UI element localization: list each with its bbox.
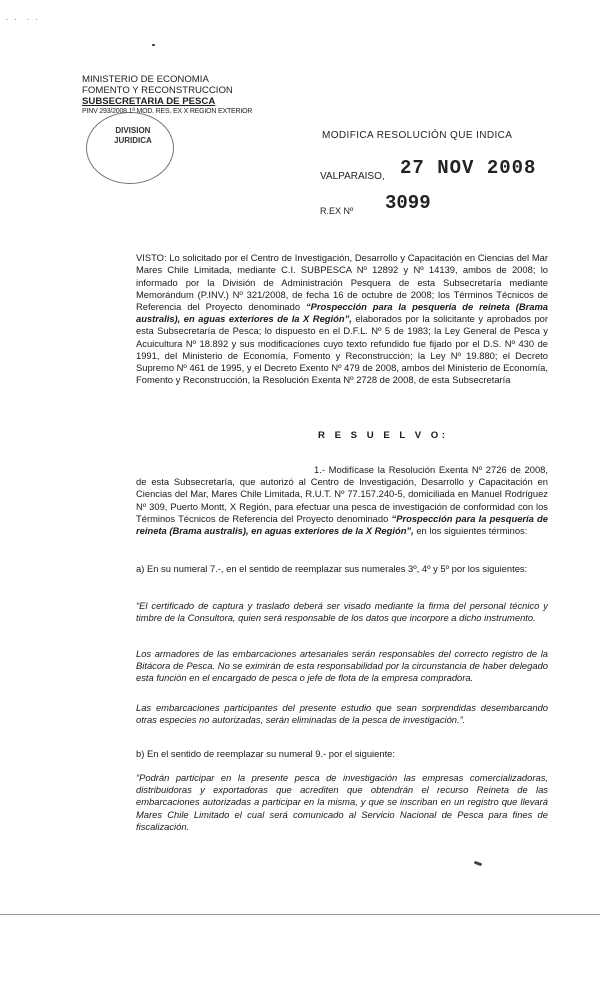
clause-a-quote-2: Los armadores de las embarcaciones artesanales serán responsables del correcto registro de la Bitácora de Pesca. No se eximirán de esta responsabilidad por la circunstancia de haber delegado esta función en el encargado de pesca o jefe de flota de la empresa compradora. — [136, 648, 548, 684]
fomento-line: FOMENTO Y RECONSTRUCCION — [82, 85, 233, 96]
item1-text-b: en los siguientes términos: — [416, 525, 528, 537]
place-label: VALPARAISO, — [320, 171, 385, 182]
item1-text-a: 1.- Modifícase la Resolución Exenta Nº 2726 de 2008, de esta Subsecretaría, que autorizó al Centro de Investigación, Desarrollo y Capacitación en Ciencias del Mar, Mares Chile Limitada, R.U.T. Nº 77.157.240-5, domiciliada en Manuel Rodríguez Nº 309, Puerto Montt, X Región, para efectuar una pesca de investigación de conformidad con los Términos Técnicos de Referencia del Proyecto denominado — [136, 464, 548, 524]
margin-scan-mark: . . . . — [6, 13, 40, 22]
visto-paragraph — [136, 240, 548, 386]
visto-project-title: “Prospección para la pesquería de reineta (Brama australis), en aguas exteriores de la X Región”, — [136, 301, 549, 325]
visto-label: VISTO: — [136, 252, 167, 264]
resolution-item-1 — [136, 464, 548, 537]
date-stamp: 27 NOV 2008 — [400, 157, 537, 179]
clause-b-intro: b) En el sentido de reemplazar su numeral 9.- por el siguiente: — [136, 748, 395, 759]
ministry-name: MINISTERIO DE ECONOMIA — [82, 74, 209, 85]
stamp-division: DIVISION — [115, 126, 151, 135]
visto-text-b: elaborados por la solicitante y aprobados por esta Subsecretaría de Pesca; lo dispuesto en el D.F.L. Nº 5 de 1983; la Ley General de Pesca y Acuicultura Nº 18.892 y sus modificaciones cuyo texto refundido fue fijado por el D.S. Nº 430 de 1991, del Ministerio de Economía, Fomento y Reconstrucción; la Ley Nº 19.880; el Decreto Supremo Nº 461 de 1995, y el Decreto Exento Nº 479 de 2008, ambos del Ministerio de Economía, Fomento y Reconstrucción, la Resolución Exenta Nº 2728 de 2008, de esta Subsecretaría — [136, 313, 549, 386]
clause-a-quote-3: Las embarcaciones participantes del presente estudio que sean sorprendidas desembarcando otras especies no autorizadas, serán eliminadas de la pesca de investigación.”. — [136, 702, 548, 726]
scan-smudge — [474, 861, 483, 867]
subsecretaria-name: SUBSECRETARIA DE PESCA — [82, 96, 216, 107]
letterhead — [82, 74, 282, 116]
clause-b-quote-1: “Podrán participar en la presente pesca de investigación las empresas comercializadoras, distribuidoras y exportadoras que acrediten que obtendrán el recurso Reineta de las embarcaciones autorizadas a participar en la misma, y que se inscriban en un registro que llevará Mares Chile Limitado el cual será comunicado al Servicio Nacional de Pesca para fines de fiscalización. — [136, 772, 548, 832]
page-bottom-edge — [0, 914, 600, 915]
item1-project-title: “Prospección para la pesquería de reineta (Brama australis), en aguas exteriores de la X Región”, — [136, 512, 548, 537]
clause-a-intro: a) En su numeral 7.-, en el sentido de reemplazar sus numerales 3º, 4º y 5º por los siguientes: — [136, 563, 528, 574]
resolution-number: 3099 — [385, 192, 431, 214]
visto-text-a: Lo solicitado por el Centro de Investigación, Desarrollo y Capacitación en Ciencias del Mar Mares Chile Limitada, mediante C.I. SUBPESCA Nº 12892 y Nº 14139, ambos de 2008; lo informado por la División de Administración Pesquera de esta Subsecretaría mediante Memorándum (P.INV.) Nº 321/2008, de fecha 16 de octubre de 2008; los Términos Técnicos de Referencia del Proyecto denominado — [136, 252, 549, 313]
document-title: MODIFICA RESOLUCIÓN QUE INDICA — [322, 130, 513, 141]
clause-a-quote-1: “El certificado de captura y traslado deberá ser visado mediante la firma del personal técnico y timbre de la Consultora, quien será responsable de los datos que incorpore a dicho instrumento. — [136, 600, 548, 624]
resolution-number-label: R.EX Nº — [320, 206, 354, 216]
internal-reference: PINV 293/2008 1ª MOD. RES. EX X REGION EXTERIOR — [82, 108, 253, 115]
scan-speck — [152, 44, 155, 46]
resuelvo-heading: R E S U E L V O: — [318, 430, 449, 441]
division-stamp — [86, 112, 174, 184]
stamp-juridica: JURIDICA — [114, 136, 152, 145]
division-stamp-text — [114, 126, 152, 146]
